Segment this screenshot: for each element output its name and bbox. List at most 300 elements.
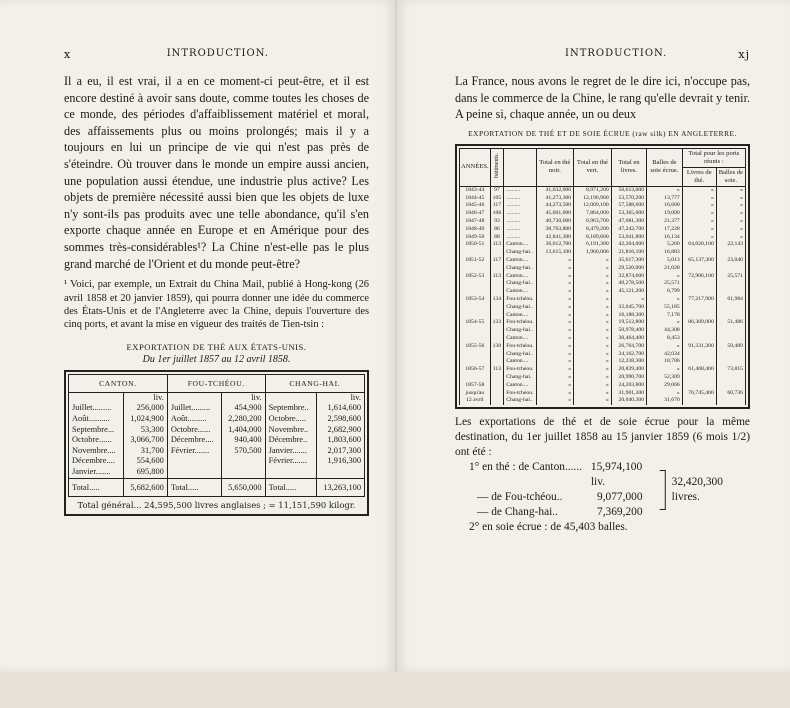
- green-tea-cell: »: [574, 265, 612, 273]
- ships-cell: [490, 374, 504, 382]
- silk-bales-cell: 16,600: [647, 202, 683, 210]
- silk-bales-cell: 52,309: [647, 374, 683, 382]
- silk-bales-cell: 5,260: [647, 241, 683, 249]
- port-cell: Fou-tchéou.: [504, 319, 536, 327]
- value-cell: 554,600: [123, 456, 167, 467]
- ships-cell: 117: [490, 257, 504, 265]
- total-tea-cell: [682, 265, 716, 273]
- total-silk-cell: [716, 288, 745, 296]
- grand-total: Total général... 24,595,500 livres anglaises ; = 11,151,590 kilogr.: [68, 496, 365, 512]
- total-tea-cell: 65,137,300: [682, 257, 716, 265]
- port-cell: Canton....: [504, 288, 536, 296]
- col-header-fou-tcheou: FOU-TCHÉOU.: [167, 374, 265, 392]
- left-page: [0, 0, 395, 672]
- total-tea-cell: [682, 280, 716, 288]
- value-cell: 454,900: [221, 403, 265, 414]
- total-silk-cell: [716, 335, 745, 343]
- summary-line1-value: 15,974,100 liv.: [590, 461, 643, 489]
- ships-cell: [490, 335, 504, 343]
- port-cell: Chang-hai..: [504, 304, 536, 312]
- year-cell: 1856-57: [460, 366, 491, 374]
- black-tea-cell: 45,601,000: [536, 210, 574, 218]
- year-cell: 1843-44: [460, 186, 491, 194]
- unit-row: [69, 392, 365, 403]
- green-tea-cell: »: [574, 304, 612, 312]
- total-lbs-cell: 31,901,300: [611, 390, 646, 398]
- total-silk-cell: 23,040: [716, 257, 745, 265]
- black-tea-cell: »: [536, 390, 574, 398]
- ships-cell: 86: [490, 226, 504, 234]
- total-silk-cell: [716, 397, 745, 405]
- black-tea-cell: 13,615,100: [536, 249, 574, 257]
- table-row: [460, 280, 746, 288]
- black-tea-cell: »: [536, 382, 574, 390]
- col-header-total-livres: Total en livres.: [611, 148, 646, 186]
- ships-cell: [490, 397, 504, 405]
- table-row: [460, 304, 746, 312]
- black-tea-cell: 41,632,000: [536, 186, 574, 194]
- black-tea-cell: »: [536, 257, 574, 265]
- table-row: [460, 257, 746, 265]
- port-cell: Fou-tchéou.: [504, 343, 536, 351]
- port-cell: ..........: [504, 195, 536, 203]
- port-cell: Canton....: [504, 241, 536, 249]
- left-table-subcaption: Du 1er juillet 1857 au 12 avril 1858.: [142, 353, 291, 365]
- total-lbs-cell: 16,188,300: [611, 312, 646, 320]
- ships-cell: [490, 288, 504, 296]
- month-cell: Juillet.........: [167, 403, 221, 414]
- green-tea-cell: »: [574, 312, 612, 320]
- col-header-group-total: Total pour les ports réunis :: [682, 148, 745, 167]
- right-page-number: xj: [738, 48, 750, 61]
- month-cell: Décembre..: [265, 435, 316, 446]
- table-row: [69, 467, 365, 478]
- silk-bales-cell: »: [647, 273, 683, 281]
- total-lbs-cell: 12,238,300: [611, 358, 646, 366]
- total-lbs-cell: 53,041,800: [611, 234, 646, 242]
- right-table-caption: EXPORTATION DE THÉ ET DE SOIE ÉCRUE (raw silk) EN ANGLETERRE.: [468, 128, 737, 138]
- port-cell: Chang-hai..: [504, 327, 536, 335]
- total-lbs-cell: 32,045,700: [611, 304, 646, 312]
- col-header-total-the-noir: Total en thé noir.: [536, 148, 574, 186]
- table-row: [460, 366, 746, 374]
- month-cell: Février.......: [167, 446, 221, 457]
- silk-bales-cell: 19,000: [647, 210, 683, 218]
- silk-bales-cell: »: [647, 366, 683, 374]
- green-tea-cell: »: [574, 351, 612, 359]
- value-cell: 2,682,900: [316, 425, 364, 436]
- col-header-total-the-vert: Total en thé vert.: [574, 148, 612, 186]
- black-tea-cell: »: [536, 374, 574, 382]
- total-silk-cell: 51,486: [716, 319, 745, 327]
- year-cell: 1851-52: [460, 257, 491, 265]
- port-cell: Canton....: [504, 358, 536, 366]
- table-row: [460, 382, 746, 390]
- total-silk-cell: [716, 280, 745, 288]
- total-tea-cell: [682, 358, 716, 366]
- total-silk-cell: »: [716, 210, 745, 218]
- green-tea-cell: »: [574, 257, 612, 265]
- total-lbs-cell: 47,681,300: [611, 218, 646, 226]
- year-cell: [460, 374, 491, 382]
- total-silk-cell: »: [716, 186, 745, 194]
- green-tea-cell: »: [574, 280, 612, 288]
- total-tea-cell: »: [682, 218, 716, 226]
- year-cell: [460, 335, 491, 343]
- port-cell: Canton....: [504, 382, 536, 390]
- year-cell: [460, 312, 491, 320]
- total-tea-cell: [682, 382, 716, 390]
- value-cell: 256,000: [123, 403, 167, 414]
- totals-row: [69, 478, 365, 496]
- ships-cell: 88: [490, 234, 504, 242]
- black-tea-cell: 38,763,800: [536, 226, 574, 234]
- port-cell: Fou-tchéou.: [504, 390, 536, 398]
- year-cell: [460, 351, 491, 359]
- green-tea-cell: 8,479,200: [574, 226, 612, 234]
- total-tea-cell: »: [682, 202, 716, 210]
- year-cell: [460, 327, 491, 335]
- col-header-balles-soie-total: Balles de soie.: [716, 167, 745, 186]
- total-tea-cell: [682, 288, 716, 296]
- total-tea-cell: [682, 397, 716, 405]
- summary-line4: 2° en soie écrue : de 45,403 balles.: [469, 521, 628, 534]
- ships-cell: [490, 304, 504, 312]
- silk-bales-cell: »: [647, 319, 683, 327]
- year-cell: 1854-55: [460, 319, 491, 327]
- total-lbs-cell: »: [611, 296, 646, 304]
- right-page: [397, 0, 790, 672]
- year-cell: [460, 358, 491, 366]
- total-tea-cell: 77,217,900: [682, 296, 716, 304]
- table-row: [460, 397, 746, 405]
- col-header-balles-soie: Balles de soie écrue.: [647, 148, 683, 186]
- green-tea-cell: »: [574, 273, 612, 281]
- silk-bales-cell: 8,453: [647, 335, 683, 343]
- table-row: [460, 210, 746, 218]
- silk-bales-cell: 44,308: [647, 327, 683, 335]
- silk-bales-cell: 5,013: [647, 257, 683, 265]
- total-label: Total.....: [265, 478, 316, 496]
- summary-bracket-total: 32,420,300 livres.: [671, 476, 723, 504]
- black-tea-cell: »: [536, 351, 574, 359]
- total-silk-cell: [716, 312, 745, 320]
- year-cell: [460, 288, 491, 296]
- port-cell: Chang-hai..: [504, 249, 536, 257]
- silk-bales-cell: 18,706: [647, 358, 683, 366]
- us-tea-export-table: [64, 370, 369, 516]
- total-silk-cell: »: [716, 195, 745, 203]
- table-row: [460, 241, 746, 249]
- black-tea-cell: 36,012,700: [536, 241, 574, 249]
- black-tea-cell: 41,273,300: [536, 195, 574, 203]
- col-header-livres-the: Livres de thé.: [682, 167, 716, 186]
- table-row: [460, 202, 746, 210]
- summary-line2-value: 9,077,000: [597, 491, 643, 504]
- year-cell: 1850-51: [460, 241, 491, 249]
- total-lbs-cell: 50,978,400: [611, 327, 646, 335]
- ships-cell: 93: [490, 218, 504, 226]
- green-tea-cell: 1,960,006: [574, 249, 612, 257]
- green-tea-cell: »: [574, 327, 612, 335]
- total-lbs-cell: 21,816,100: [611, 249, 646, 257]
- total-tea-cell: 91,331,300: [682, 343, 716, 351]
- table-row: [69, 446, 365, 457]
- month-cell: [167, 467, 221, 478]
- total-silk-cell: [716, 265, 745, 273]
- total-lbs-cell: 26,764,700: [611, 343, 646, 351]
- month-cell: Février.......: [265, 456, 316, 467]
- ships-cell: [490, 327, 504, 335]
- us-table-body: [69, 392, 365, 478]
- port-cell: Canton....: [504, 335, 536, 343]
- summary-line3-label: — de Chang-hai..: [477, 506, 558, 519]
- value-cell: 2,280,200: [221, 414, 265, 425]
- silk-bales-cell: 16,134: [647, 234, 683, 242]
- total-silk-cell: »: [716, 218, 745, 226]
- total-tea-cell: [682, 335, 716, 343]
- table-row: [460, 390, 746, 398]
- total-tea-cell: [682, 304, 716, 312]
- black-tea-cell: »: [536, 335, 574, 343]
- month-cell: Septembre...: [69, 425, 124, 436]
- total-silk-cell: [716, 358, 745, 366]
- green-tea-cell: »: [574, 397, 612, 405]
- batiments-label: bâtiments.: [493, 153, 500, 179]
- total-value: 5,650,000: [221, 478, 265, 496]
- table-row: [460, 319, 746, 327]
- value-cell: [221, 456, 265, 467]
- green-tea-cell: »: [574, 296, 612, 304]
- port-cell: ..........: [504, 234, 536, 242]
- total-lbs-cell: 35,617,300: [611, 257, 646, 265]
- green-tea-cell: 7,864,000: [574, 210, 612, 218]
- ships-cell: 130: [490, 343, 504, 351]
- value-cell: 940,400: [221, 435, 265, 446]
- black-tea-cell: »: [536, 327, 574, 335]
- ships-cell: [490, 390, 504, 398]
- silk-bales-cell: »: [647, 343, 683, 351]
- england-export-table: [455, 144, 750, 409]
- value-cell: 2,017,300: [316, 446, 364, 457]
- ships-cell: 117: [490, 202, 504, 210]
- silk-bales-cell: »: [647, 296, 683, 304]
- port-cell: ..........: [504, 186, 536, 194]
- green-tea-cell: »: [574, 390, 612, 398]
- left-running-header: [64, 48, 369, 61]
- month-cell: Juillet.........: [69, 403, 124, 414]
- left-footnote: ¹ Voici, par exemple, un Extrait du China Mail, publié à Hong-kong (26 avril 1858 et 20 janvier 1859), qui pourra donner une idée du commerce des États-Unis et de l'Angleterre avec la Chine, depuis l'ouverture des cinq ports, et avant la mise en vigueur des traités de Tien-tsin :: [64, 279, 369, 331]
- total-silk-cell: 22,143: [716, 241, 745, 249]
- green-tea-cell: 12,196,900: [574, 195, 612, 203]
- year-cell: jusqu'au: [460, 390, 491, 398]
- port-cell: Fou-tchéou.: [504, 366, 536, 374]
- total-label: Total.....: [69, 478, 124, 496]
- value-cell: 2,598,600: [316, 414, 364, 425]
- black-tea-cell: »: [536, 312, 574, 320]
- silk-bales-cell: 17,228: [647, 226, 683, 234]
- total-tea-cell: [682, 249, 716, 257]
- total-lbs-cell: 50,613,000: [611, 186, 646, 194]
- ships-cell: [490, 382, 504, 390]
- black-tea-cell: 42,841,300: [536, 234, 574, 242]
- table-row: [69, 414, 365, 425]
- silk-bales-cell: 6,799: [647, 288, 683, 296]
- silk-bales-cell: 42,034: [647, 351, 683, 359]
- silk-bales-cell: »: [647, 186, 683, 194]
- green-tea-cell: »: [574, 288, 612, 296]
- england-table-body: [460, 186, 746, 405]
- month-cell: Octobre.....: [265, 414, 316, 425]
- month-cell: Octobre......: [167, 425, 221, 436]
- value-cell: [221, 467, 265, 478]
- month-cell: Août..........: [69, 414, 124, 425]
- total-silk-cell: »: [716, 234, 745, 242]
- total-tea-cell: 72,906,100: [682, 273, 716, 281]
- bracket: [660, 470, 666, 510]
- silk-bales-cell: 21,028: [647, 265, 683, 273]
- table-row: [460, 296, 746, 304]
- summary-line2-label: — de Fou-tchéou..: [477, 491, 563, 504]
- value-cell: [316, 467, 364, 478]
- year-cell: [460, 280, 491, 288]
- total-lbs-cell: 20,839,400: [611, 366, 646, 374]
- year-cell: 1845-46: [460, 202, 491, 210]
- year-cell: [460, 249, 491, 257]
- unit-label: liv.: [123, 392, 167, 403]
- total-lbs-cell: 57,588,600: [611, 202, 646, 210]
- left-body-paragraph: Il a eu, il est vrai, il a en ce moment-ci peut-être, et il est encore destiné à avoir sans doute, comme toutes les choses de ce monde, des périodes d'affaiblissement matériel et moral, des affaissements plus ou moins prolongés; mais il y a toujours en lui un principe de vie qui n'est pas près de s'éteindre. Où trouver dans le monde un empire aussi ancien, une population aussi étendue, une industrie plus active? Les objets de première nécessité aussi bien que les objets de luxe n'y sont-ils pas produits avec une telle abondance, qu'il s'en exporte chaque année en Europe et en Amérique pour des sommes très-considérables¹? La Chine n'est-elle pas le plus grand marché de l'Orient et du monde peut-être?: [64, 74, 369, 271]
- port-cell: ..........: [504, 226, 536, 234]
- year-cell: 1857-58: [460, 382, 491, 390]
- total-silk-cell: [716, 374, 745, 382]
- port-cell: ..........: [504, 210, 536, 218]
- black-tea-cell: »: [536, 273, 574, 281]
- green-tea-cell: »: [574, 343, 612, 351]
- table-row: [460, 374, 746, 382]
- unit-label: liv.: [316, 392, 364, 403]
- month-cell: Janvier.......: [69, 467, 124, 478]
- total-silk-cell: 50,489: [716, 343, 745, 351]
- green-tea-cell: »: [574, 374, 612, 382]
- value-cell: 3,066,700: [123, 435, 167, 446]
- port-cell: ..........: [504, 202, 536, 210]
- table-row: [460, 358, 746, 366]
- total-lbs-cell: 32,874,600: [611, 273, 646, 281]
- value-cell: 1,404,000: [221, 425, 265, 436]
- ships-cell: [490, 280, 504, 288]
- table-row: [460, 288, 746, 296]
- silk-bales-cell: 25,571: [647, 280, 683, 288]
- black-tea-cell: 40,730,600: [536, 218, 574, 226]
- port-cell: Chang-hai..: [504, 374, 536, 382]
- black-tea-cell: »: [536, 296, 574, 304]
- black-tea-cell: »: [536, 366, 574, 374]
- table-row: [460, 343, 746, 351]
- summary-line1-label: 1° en thé : de Canton......: [469, 461, 583, 474]
- year-cell: [460, 265, 491, 273]
- silk-bales-cell: 16,883: [647, 249, 683, 257]
- silk-bales-cell: 21,377: [647, 218, 683, 226]
- black-tea-cell: »: [536, 265, 574, 273]
- year-cell: 1855-56: [460, 343, 491, 351]
- silk-bales-cell: 7,178: [647, 312, 683, 320]
- total-lbs-cell: 47,242,700: [611, 226, 646, 234]
- left-page-number: x: [64, 48, 72, 61]
- ships-cell: 133: [490, 319, 504, 327]
- total-lbs-cell: 40,278,500: [611, 280, 646, 288]
- value-cell: 1,024,900: [123, 414, 167, 425]
- total-silk-cell: 25,571: [716, 273, 745, 281]
- total-tea-cell: [682, 312, 716, 320]
- table-row: [69, 435, 365, 446]
- total-label: Total.....: [167, 478, 221, 496]
- ships-cell: 106: [490, 210, 504, 218]
- total-tea-cell: »: [682, 195, 716, 203]
- green-tea-cell: 8,189,600: [574, 234, 612, 242]
- year-cell: 1846-47: [460, 210, 491, 218]
- table-row: [460, 186, 746, 194]
- table-row: [460, 312, 746, 320]
- right-body-paragraph: La France, nous avons le regret de le dire ici, n'occupe pas, dans le commerce de la Chine, le rang qu'elle devrait y tenir. A peine si, chaque année, un ou deux: [455, 74, 750, 122]
- black-tea-cell: »: [536, 397, 574, 405]
- table-row: [460, 351, 746, 359]
- table-row: [460, 249, 746, 257]
- total-silk-cell: »: [716, 202, 745, 210]
- black-tea-cell: »: [536, 304, 574, 312]
- black-tea-cell: »: [536, 358, 574, 366]
- month-cell: Novembre....: [69, 446, 124, 457]
- left-header-title: INTRODUCTION.: [166, 48, 269, 59]
- table-row: [460, 195, 746, 203]
- port-cell: Chang-hai..: [504, 397, 536, 405]
- total-silk-cell: »: [716, 226, 745, 234]
- value-cell: 53,300: [123, 425, 167, 436]
- year-cell: 1849-50: [460, 234, 491, 242]
- black-tea-cell: »: [536, 319, 574, 327]
- month-cell: Août.........: [167, 414, 221, 425]
- total-lbs-cell: 53,365,000: [611, 210, 646, 218]
- port-cell: Chang-hai..: [504, 280, 536, 288]
- port-cell: Fou-tchéou.: [504, 296, 536, 304]
- summary-line3-value: 7,369,200: [597, 506, 643, 519]
- table-row: [460, 327, 746, 335]
- green-tea-cell: 6,963,700: [574, 218, 612, 226]
- black-tea-cell: »: [536, 280, 574, 288]
- total-lbs-cell: 20,040,300: [611, 397, 646, 405]
- port-cell: Chang-hai..: [504, 265, 536, 273]
- value-cell: 31,700: [123, 446, 167, 457]
- black-tea-cell: 44,273,500: [536, 202, 574, 210]
- year-cell: 1847-48: [460, 218, 491, 226]
- silk-bales-cell: »: [647, 390, 683, 398]
- ships-cell: 113: [490, 241, 504, 249]
- summary-intro: Les exportations de thé et de soie écrue pour la même destination, du 1er juillet 1858 au 15 janvier 1859 (6 mois 1/2) ont été :: [455, 416, 750, 459]
- total-lbs-cell: 42,204,000: [611, 241, 646, 249]
- total-silk-cell: 73,815: [716, 366, 745, 374]
- total-silk-cell: [716, 327, 745, 335]
- table-row: [460, 335, 746, 343]
- green-tea-cell: 12,009,100: [574, 202, 612, 210]
- silk-bales-cell: 31,670: [647, 397, 683, 405]
- ships-cell: 97: [490, 186, 504, 194]
- col-header-batiments: [490, 148, 504, 186]
- green-tea-cell: »: [574, 366, 612, 374]
- table-row: [460, 234, 746, 242]
- col-header-canton: CANTON.: [69, 374, 168, 392]
- year-cell: [460, 304, 491, 312]
- green-tea-cell: 8,971,200: [574, 186, 612, 194]
